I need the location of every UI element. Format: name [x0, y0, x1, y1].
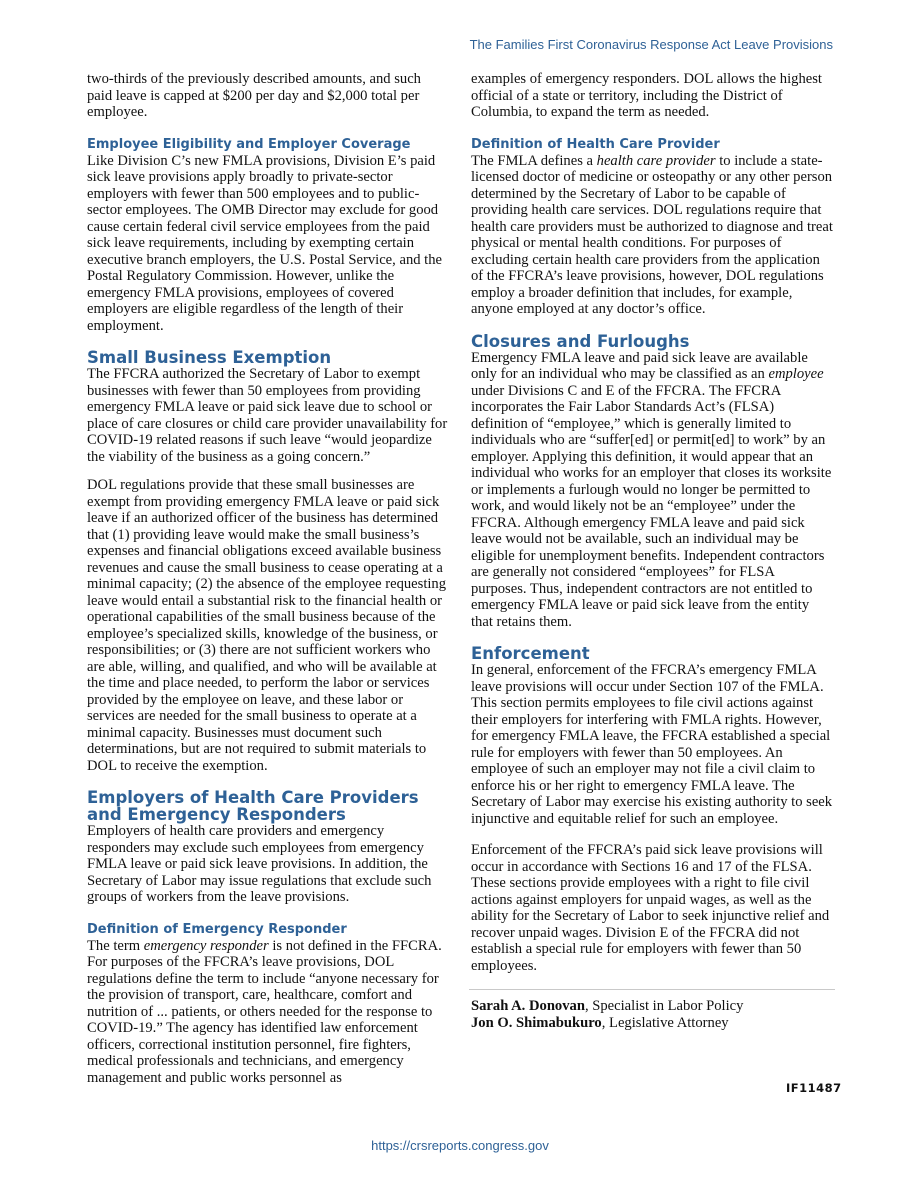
closures-paragraph: [471, 350, 833, 631]
emergency-responder-paragraph: [87, 938, 449, 1087]
report-id: IF11487: [786, 1081, 842, 1095]
text-run: The term: [87, 937, 144, 954]
text-run: to include a state-licensed doctor of medicine or osteopathy or any other person determined by the Secretary of Labor to be capable of providing health care services. DOL regulations require that health care providers must be authorized to diagnose and treat physical or mental health conditions. For purposes of excluding certain health care providers from the application of the FFCRA’s leave provisions, however, DOL regulations employ a broader definition that includes, for example, anyone employed at any doctor’s office.: [471, 152, 833, 317]
section-heading-health-care-provider: Definition of Health Care Provider: [471, 136, 720, 152]
author-name: Sarah A. Donovan: [471, 998, 585, 1014]
eligibility-paragraph: Like Division C’s new FMLA provisions, Division E’s paid sick leave provisions apply broadly to private-sector employers with fewer than 500 employees and to public-sector employees. The OMB Director may exclude for good cause certain federal civil service employees from the paid sick leave requirements, including by exempting certain executive branch employers, the U.S. Postal Service, and the Postal Regulatory Commission. However, unlike the emergency FMLA provisions, employees of covered employers are eligible regardless of the length of their employment.: [87, 152, 443, 334]
health-care-provider-paragraph: [471, 153, 833, 318]
section-heading-health-care-employers: Employers of Health Care Providers and Emergency Responders: [87, 788, 419, 824]
continued-paragraph: examples of emergency responders. DOL allows the highest official of a state or territory, including the District of Columbia, to expand the term as needed.: [471, 71, 822, 120]
author-divider: [469, 989, 835, 990]
continued-paragraph: two-thirds of the previously described amounts, and such paid leave is capped at $200 per day and $2,000 total per employee.: [87, 71, 421, 120]
section-heading-eligibility: Employee Eligibility and Employer Coverage: [87, 136, 411, 152]
section-heading-emergency-responder: Definition of Emergency Responder: [87, 921, 347, 937]
enforcement-paragraph-1: In general, enforcement of the FFCRA’s emergency FMLA leave provisions will occur under Section 107 of the FMLA. This section permits employees to file civil actions against their employers for interfering with FMLA rights. However, for emergency FMLA leave, the FFCRA established a special rule for employers with fewer than 50 employees. An employee of such an employer may not file a civil claim to enforce his or her right to emergency FMLA leave. The Secretary of Labor may exercise his existing authority to seek injunctive and equitable relief for such an employee.: [471, 662, 833, 827]
text-run: under Divisions C and E of the FFCRA. The FFCRA incorporates the Fair Labor Standards Act’s (FLSA) definition of “employee,” which is generally limited to individuals who are “suffer[ed] or permit[ed] to work” by an employer. Applying this definition, it would appear that an individual who works for an employer that closes its worksite or implements a furlough would no longer be permitted to work, and would likely not be an “employee” under the FFCRA. Although emergency FMLA leave and paid sick leave would not be available, such an individual may be eligible for unemployment benefits. Independent contractors are generally not considered “employees” for FLSA purposes. Thus, independent contractors are not entitled to emergency FMLA leave or paid sick leave from the entity that retains them.: [471, 382, 832, 630]
defined-term: employee: [768, 366, 824, 382]
text-run: Emergency FMLA leave and paid sick leave are available only for an individual who may be classified as an: [471, 349, 808, 382]
text-run: The FMLA defines a: [471, 152, 597, 169]
author-title: , Specialist in Labor Policy: [584, 998, 744, 1014]
small-business-paragraph-1: The FFCRA authorized the Secretary of Labor to exempt businesses with fewer than 50 employees from providing emergency FMLA leave or paid sick leave due to school or place of care closures or child care provider unavailability for COVID-19 related reasons if such leave “would jeopardize the viability of the business as a going concern.”: [87, 366, 448, 465]
author-block: [471, 998, 833, 1031]
footer-url[interactable]: https://crsreports.congress.gov: [371, 1138, 549, 1153]
author-line: [471, 1015, 833, 1032]
section-heading-closures: Closures and Furloughs: [471, 331, 690, 351]
right-column: [471, 71, 833, 1031]
section-heading-enforcement: Enforcement: [471, 644, 590, 663]
running-header: The Families First Coronavirus Response Act Leave Provisions: [469, 37, 833, 52]
defined-term: emergency responder: [143, 937, 269, 954]
small-business-paragraph-2: DOL regulations provide that these small businesses are exempt from providing emergency FMLA leave or paid sick leave if an authorized officer of the business has determined that (1) providing leave would make the small business’s expenses and financial obligations exceed available business revenues and cause the small business to cease operating at a minimal capacity; (2) the absence of the employee requesting leave would entail a substantial risk to the financial health or operational capabilities of the small business because of the employee’s specialized skills, knowledge of the business, or responsibilities; or (3) there are not sufficient workers who are able, willing, and qualified, and who will be available at the time and place needed, to perform the labor or services provided by the employee on leave, and these labor or services are needed for the small business to operate at a minimal capacity. Businesses must document such determinations, but are not required to submit materials to DOL to receive the exemption.: [87, 477, 447, 774]
defined-term: health care provider: [596, 152, 716, 169]
health-care-employers-paragraph: Employers of health care providers and emergency responders may exclude such employees from emergency FMLA leave or paid sick leave provisions. In addition, the Secretary of Labor may issue regulations that exclude such groups of workers from the leave provisions.: [87, 823, 432, 905]
author-name: Jon O. Shimabukuro: [471, 1014, 602, 1031]
left-column: [87, 71, 449, 1101]
section-heading-small-business: Small Business Exemption: [87, 348, 332, 367]
author-line: [471, 998, 833, 1015]
enforcement-paragraph-2: Enforcement of the FFCRA’s paid sick leave provisions will occur in accordance with Sections 16 and 17 of the FLSA. These sections provide employees with a right to file civil actions against employers for unpaid wages, as well as the ability for the Secretary of Labor to seek injunctive relief and recover unpaid wages. Division E of the FFCRA did not establish a special rule for employers with fewer than 50 employees.: [471, 842, 830, 974]
text-run: is not defined in the FFCRA. For purposes of the FFCRA’s leave provisions, DOL regulations define the term to include “anyone necessary for the provision of transport, care, healthcare, comfort and nutrition of ... patients, or others needed for the response to COVID-19.” The agency has identified law enforcement officers, correctional institution personnel, fire fighters, medical professionals and technicians, and emergency management and public works personnel as: [87, 937, 442, 1086]
author-title: , Legislative Attorney: [601, 1014, 729, 1031]
